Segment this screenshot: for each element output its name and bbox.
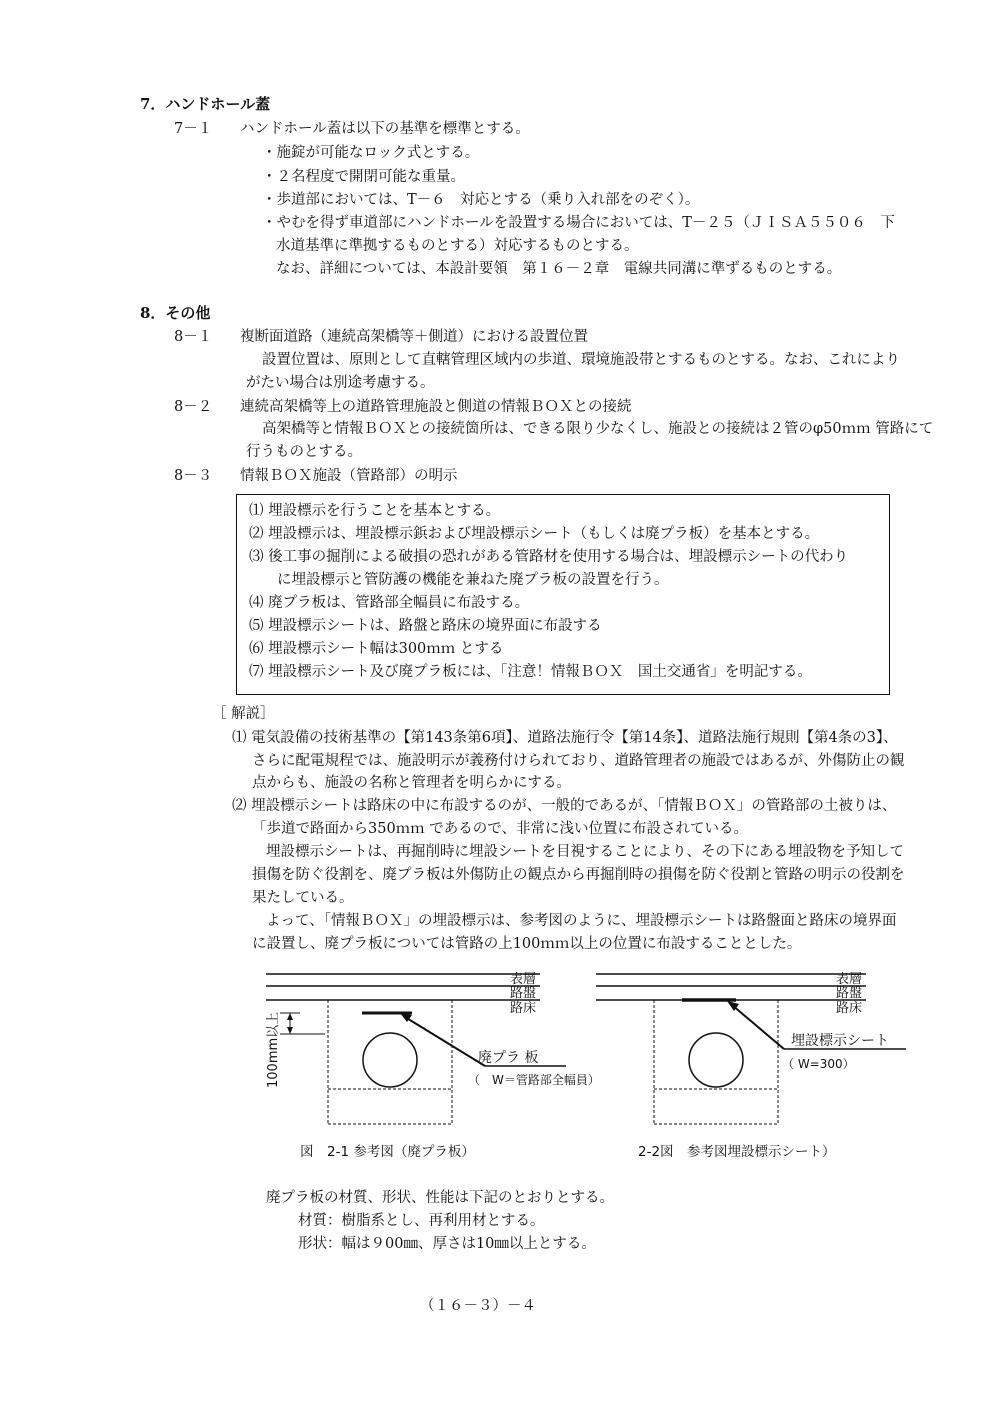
- section-8-2-title: 連続高架橋等上の道路管理施設と側道の情報ＢＯＸとの接続: [240, 399, 632, 415]
- box-item-7: ⑺ 埋設標示シート及び廃プラ板には、「注意！情報ＢＯＸ 国土交通省」を明記する。: [249, 664, 812, 680]
- box-item-3: ⑶ 後工事の掘削による破損の恐れがある管路材を使用する場合は、埋設標示シートの代わり: [249, 549, 849, 565]
- fig1-layer-surface: 表層: [510, 972, 537, 987]
- commentary-p2-line4: 損傷を防ぐ役割を、廃プラ板は外傷防止の観点から再掘削時の損傷を防ぐ役割と管路の明示の役割を: [252, 867, 905, 883]
- commentary-p2-line3: 埋設標示シートは、再掘削時に埋設シートを目視することにより、その下にある埋設物を予知して: [266, 844, 904, 860]
- page-number: （１６－３）－４: [420, 1298, 536, 1314]
- box-item-5: ⑸ 埋設標示シートは、路盤と路床の境界面に布設する: [249, 618, 602, 634]
- bullet-4-cont: 水道基準に準拠するものとする）対応するものとする。: [276, 238, 639, 254]
- bullet-2: ・２名程度で開閉可能な重量。: [262, 169, 465, 185]
- fig2-sheet-width: （ W=300）: [782, 1057, 855, 1071]
- fig2-layer-base: 路盤: [836, 986, 863, 1001]
- commentary-p2-line6: よって、「情報ＢＯＸ」の埋設標示は、参考図のように、埋設標示シートは路盤面と路床の境界面: [266, 913, 897, 929]
- commentary-p1-line3: 点からも、施設の名称と管理者を明らかにする。: [252, 775, 571, 791]
- fig1-plate-width: （ W＝管路部全幅員）: [468, 1073, 600, 1087]
- section-8-1-title: 複断面道路（連続高架橋等＋側道）における設置位置: [240, 329, 588, 345]
- commentary-p2-line5: 果たしている。: [252, 890, 354, 906]
- box-item-6: ⑹ 埋設標示シート幅は300ｍｍ とする: [249, 641, 504, 657]
- fig2-sheet-label: 埋設標示シート: [791, 1033, 889, 1049]
- section-8-2-line1: 高架橋等と情報ＢＯＸとの接続箇所は、できる限り少なくし、施設との接続は２管のφ50ｍｍ 管路にて: [262, 421, 934, 437]
- bullet-3: ・歩道部においては、T－６ 対応とする（乗り入れ部をのぞく）。: [262, 192, 700, 208]
- commentary-p2-line2: 「歩道で路面から350ｍｍ であるので、非常に浅い位置に布設されている。: [252, 821, 748, 837]
- section-8-1-line1: 設置位置は、原則として直轄管理区域内の歩道、環境施設帯とするものとする。なお、これにより: [262, 352, 900, 368]
- section-7-1-number: 7－１: [174, 121, 213, 137]
- fig1-dimension-label: 100mm以上: [266, 1011, 281, 1088]
- box-item-4: ⑷ 廃プラ板は、管路部全幅員に布設する。: [249, 595, 530, 611]
- section-8-3-title: 情報ＢＯＸ施設（管路部）の明示: [240, 468, 458, 484]
- section-7-heading: 7．ハンドホール蓋: [140, 95, 271, 113]
- commentary-label: ［ 解説］: [212, 706, 275, 722]
- fig2-layer-subgrade: 路床: [836, 1001, 863, 1016]
- section-8-3-number: 8－３: [174, 468, 213, 484]
- figure-2-1: [266, 972, 600, 1160]
- section-8-2-line2: 行うものとする。: [246, 444, 362, 460]
- material-line2: 形状：幅は９00㎜、厚さは10㎜以上とする。: [298, 1236, 596, 1252]
- fig2-caption: 2-2図 参考図埋設標示シート）: [638, 1144, 836, 1160]
- box-item-2: ⑵ 埋設標示は、埋設標示鋲および埋設標示シート（もしくは廃プラ板）を基本とする。: [249, 526, 820, 542]
- bullet-1: ・施錠が可能なロック式とする。: [262, 145, 480, 161]
- fig1-layer-base: 路盤: [510, 986, 537, 1001]
- commentary-p2-line1: ⑵ 埋設標示シートは路床の中に布設するのが、一般的であるが、「情報ＢＯＸ」の管路部の土被りは、: [232, 798, 897, 814]
- section-7-1-text: ハンドホール蓋は以下の基準を標準とする。: [240, 121, 530, 137]
- bullet-4: ・やむを得ず車道部にハンドホールを設置する場合においては、T－２５（ＪＩＳＡ５５０６ 下: [262, 215, 895, 231]
- section-7-note: なお、詳細については、本設計要領 第１６－２章 電線共同溝に準ずるものとする。: [276, 261, 842, 277]
- material-intro: 廃プラ板の材質、形状、性能は下記のとおりとする。: [266, 1190, 614, 1206]
- figure-2-2: [596, 972, 906, 1160]
- commentary-p2-line7: に設置し、廃プラ板については管路の上100ｍｍ以上の位置に布設することとした。: [252, 936, 802, 952]
- section-8-2-number: 8－２: [174, 399, 213, 415]
- material-line1: 材質：樹脂系とし、再利用材とする。: [298, 1213, 545, 1229]
- fig2-layer-surface: 表層: [836, 972, 863, 987]
- box-item-3-cont: に埋設標示と管防護の機能を兼ねた廃プラ板の設置を行う。: [277, 572, 669, 588]
- fig1-caption: 図 2-1 参考図（廃プラ板）: [300, 1144, 475, 1160]
- commentary-p1-line2: さらに配電規程では、施設明示が義務付けられており、道路管理者の施設ではあるが、外傷防止の観: [252, 753, 905, 769]
- commentary-p1-line1: ⑴ 電気設備の技術基準の【第143条第6項】、道路法施行令【第14条】、道路法施行規則【第4条の3】、: [232, 730, 898, 746]
- fig1-layer-subgrade: 路床: [510, 1001, 537, 1016]
- section-8-1-line2: がたい場合は別途考慮する。: [246, 375, 435, 391]
- section-8-1-number: 8－１: [174, 329, 213, 345]
- fig1-plate-label: 廃プラ 板: [478, 1050, 539, 1066]
- section-8-heading: 8．その他: [140, 304, 211, 322]
- box-item-1: ⑴ 埋設標示を行うことを基本とする。: [249, 503, 501, 519]
